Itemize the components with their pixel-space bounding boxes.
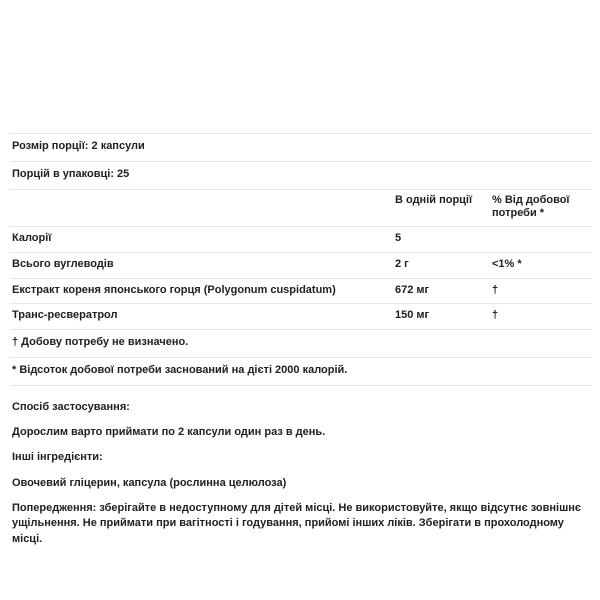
column-header-daily-value: % Від добової потреби * bbox=[492, 193, 570, 220]
warning-text: Попередження: зберігайте в недоступному для дітей місці. Не використовуйте, якщо відсутнє зовнішнє ущільнення. Не приймати при вагітності і годування, прийомі інших ліків. Зберігати в прохолодному місці. bbox=[12, 502, 581, 545]
serving-size-row bbox=[10, 133, 592, 161]
footnote-percent-daily-value bbox=[10, 357, 592, 386]
nutrient-name: Всього вуглеводів bbox=[12, 257, 114, 270]
footnote-daily-value-not-established bbox=[10, 329, 592, 357]
table-row bbox=[10, 278, 592, 304]
nutrient-amount: 672 мг bbox=[395, 283, 430, 296]
product-usage-info bbox=[10, 386, 592, 548]
table-row bbox=[10, 303, 592, 329]
other-ingredients-heading: Інші інгредієнти: bbox=[12, 451, 103, 464]
servings-per-container-label: Порцій в упаковці: 25 bbox=[12, 167, 130, 180]
table-row bbox=[10, 226, 592, 252]
directions-text: Дорослим варто приймати по 2 капсули один раз в день. bbox=[12, 425, 326, 438]
other-ingredients-text: Овочевий гліцерин, капсула (рослинна целюлоза) bbox=[12, 476, 287, 489]
nutrient-name: Екстракт кореня японського горця (Polygonum cuspidatum) bbox=[12, 283, 336, 296]
nutrient-daily-value: <1% * bbox=[492, 257, 522, 270]
column-header-per-serving: В одній порції bbox=[395, 193, 473, 206]
table-row bbox=[10, 252, 592, 278]
nutrient-amount: 5 bbox=[395, 232, 402, 244]
nutrient-amount: 150 мг bbox=[395, 309, 430, 322]
table-header-row bbox=[10, 189, 592, 227]
nutrient-amount: 2 г bbox=[395, 257, 409, 270]
directions-heading: Спосіб застосування: bbox=[12, 400, 130, 413]
nutrient-daily-value: † bbox=[492, 283, 499, 296]
servings-per-container-row bbox=[10, 161, 592, 189]
nutrient-name: Калорії bbox=[12, 232, 52, 244]
footnote-text: * Відсоток добової потреби заснований на дієті 2000 калорій. bbox=[12, 363, 348, 376]
serving-size-label: Розмір порції: 2 капсули bbox=[12, 140, 145, 152]
nutrient-daily-value: † bbox=[492, 309, 499, 322]
footnote-text: † Добову потребу не визначено. bbox=[12, 336, 189, 348]
supplement-facts-table bbox=[10, 133, 592, 386]
nutrient-name: Транс-ресвератрол bbox=[12, 309, 118, 322]
